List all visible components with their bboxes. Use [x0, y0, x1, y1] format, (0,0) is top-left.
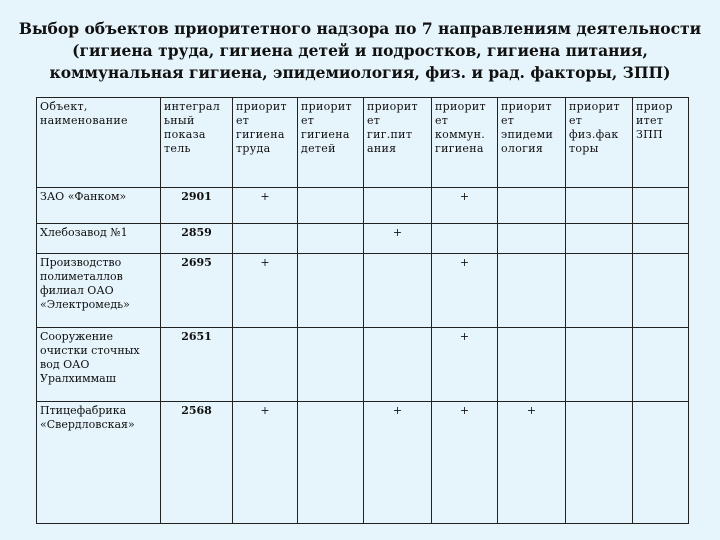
empty-cell — [633, 224, 689, 254]
empty-cell — [498, 188, 566, 224]
title-line-2: (гигиена труда, гигиена детей и подростков, гигиена питания, — [72, 41, 648, 60]
empty-cell — [298, 328, 364, 402]
priority-table — [36, 97, 689, 524]
table-row — [37, 402, 689, 524]
row-score: 2859 — [161, 224, 233, 254]
title-line-3: коммунальная гигиена, эпидемиология, физ. и рад. факторы, ЗПП) — [49, 63, 671, 82]
empty-cell — [432, 224, 498, 254]
header-object: Объект, наименование — [37, 98, 161, 188]
mark-communal: + — [432, 328, 498, 402]
empty-cell — [498, 254, 566, 328]
empty-cell — [298, 224, 364, 254]
header-zpp: приор итет ЗПП — [633, 98, 689, 188]
header-nutrition: приорит ет гиг.пит ания — [364, 98, 432, 188]
empty-cell — [298, 254, 364, 328]
mark-occupational: + — [233, 254, 298, 328]
row-score: 2651 — [161, 328, 233, 402]
empty-cell — [633, 328, 689, 402]
title-line-1: Выбор объектов приоритетного надзора по 7 направлениям деятельности — [18, 19, 702, 38]
empty-cell — [298, 188, 364, 224]
row-name: Птицефабрика «Свердловская» — [37, 402, 161, 524]
header-communal: приорит ет коммун. гигиена — [432, 98, 498, 188]
header-row — [37, 98, 689, 188]
mark-occupational: + — [233, 188, 298, 224]
empty-cell — [364, 188, 432, 224]
header-integral: интеграл ьный показа тель — [161, 98, 233, 188]
empty-cell — [233, 224, 298, 254]
empty-cell — [298, 402, 364, 524]
mark-communal: + — [432, 254, 498, 328]
header-occupational: приорит ет гигиена труда — [233, 98, 298, 188]
row-name: ЗАО «Фанком» — [37, 188, 161, 224]
row-name: Производство полиметаллов филиал ОАО «Электромедь» — [37, 254, 161, 328]
table-row — [37, 224, 689, 254]
empty-cell — [633, 402, 689, 524]
mark-epidemiology: + — [498, 402, 566, 524]
empty-cell — [364, 328, 432, 402]
mark-occupational: + — [233, 402, 298, 524]
header-children: приорит ет гигиена детей — [298, 98, 364, 188]
empty-cell — [566, 188, 633, 224]
header-physical: приорит ет физ.фак торы — [566, 98, 633, 188]
empty-cell — [566, 328, 633, 402]
empty-cell — [633, 254, 689, 328]
empty-cell — [498, 328, 566, 402]
empty-cell — [233, 328, 298, 402]
slide-title — [0, 18, 720, 84]
mark-communal: + — [432, 188, 498, 224]
empty-cell — [633, 188, 689, 224]
row-score: 2695 — [161, 254, 233, 328]
mark-nutrition: + — [364, 402, 432, 524]
header-epidemiology: приорит ет эпидеми ология — [498, 98, 566, 188]
empty-cell — [566, 254, 633, 328]
empty-cell — [566, 402, 633, 524]
empty-cell — [364, 254, 432, 328]
empty-cell — [498, 224, 566, 254]
table-row — [37, 188, 689, 224]
table-row — [37, 254, 689, 328]
row-score: 2901 — [161, 188, 233, 224]
row-name: Хлебозавод №1 — [37, 224, 161, 254]
row-name: Сооружение очистки сточных вод ОАО Уралхиммаш — [37, 328, 161, 402]
table-row — [37, 328, 689, 402]
mark-nutrition: + — [364, 224, 432, 254]
row-score: 2568 — [161, 402, 233, 524]
mark-communal: + — [432, 402, 498, 524]
empty-cell — [566, 224, 633, 254]
